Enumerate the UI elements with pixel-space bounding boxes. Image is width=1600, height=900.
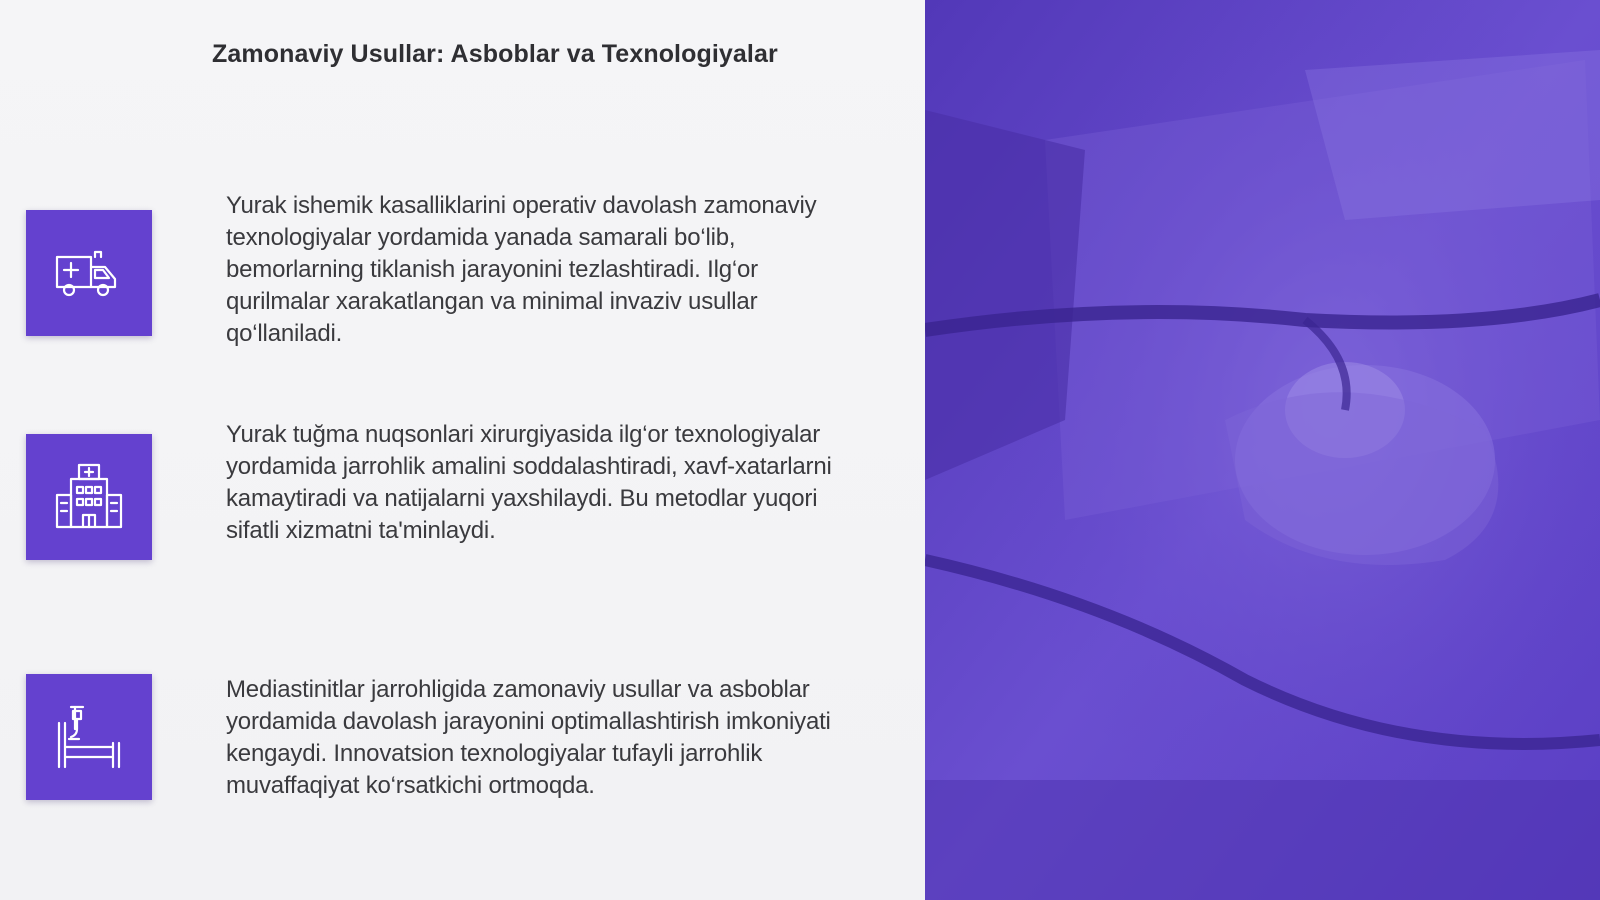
ambulance-icon	[51, 235, 127, 311]
item-text-1: Yurak ishemik kasalliklarini operativ davolash zamonaviy texnologiyalar yordamida yanada samarali bo‘lib, bemorlarning tiklanish jarayonini tezlashtiradi. Ilg‘or qurilmalar xarakatlangan va minimal invaziv usullar qo‘llaniladi.	[226, 192, 817, 347]
hospital-bed-icon-box	[26, 674, 152, 800]
hospital-icon-box	[26, 434, 152, 560]
ambulance-icon-box	[26, 210, 152, 336]
item-text-2: Yurak tuğma nuqsonlari xirurgiyasida ilg‘or texnologiyalar yordamida jarrohlik amalini soddalashtiradi, xavf-xatarlarni kamaytiradi va natijalarni yaxshilaydi. Bu metodlar yuqori sifatli xizmatni ta'minlaydi.	[226, 421, 832, 544]
slide-title: Zamonaviy Usullar: Asboblar va Texnologiyalar	[212, 40, 778, 68]
stethoscope-photo	[925, 0, 1600, 900]
item-text-3: Mediastinitlar jarrohligida zamonaviy usullar va asboblar yordamida davolash jarayonini optimallashtirish imkoniyati kengaydi. Innovatsion texnologiyalar tufayli jarrohlik muvaffaqiyat ko‘rsatkichi ortmoqda.	[226, 676, 831, 799]
hospital-bed-icon	[51, 699, 127, 775]
hospital-icon	[51, 459, 127, 535]
